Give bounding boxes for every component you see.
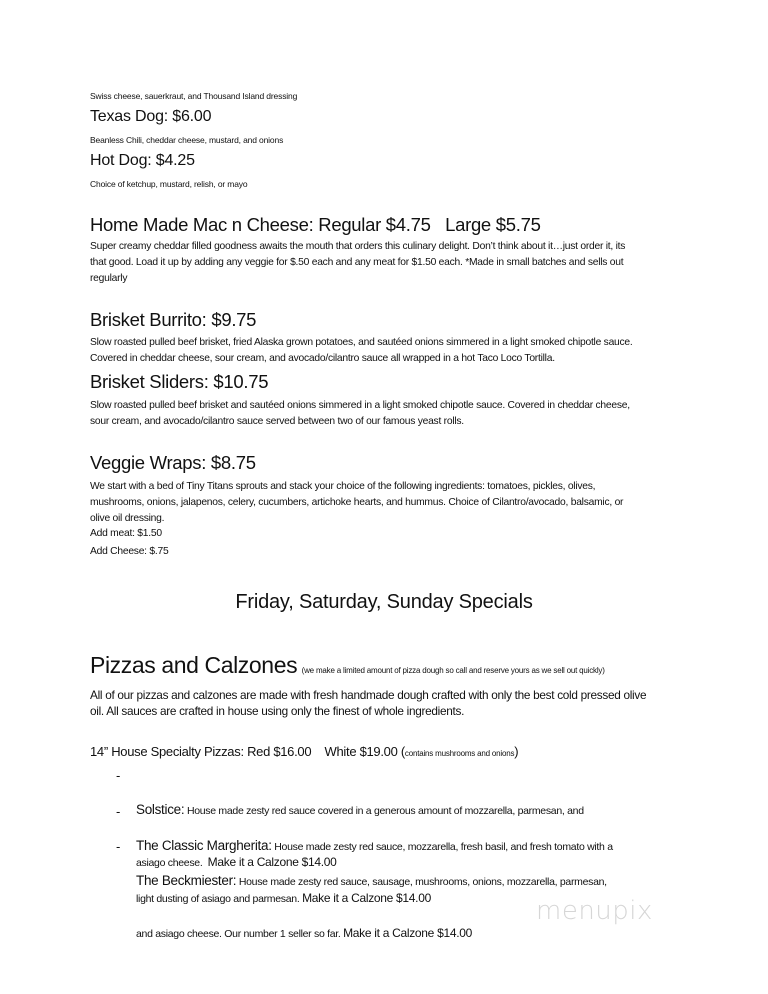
veggie-wraps-title: Veggie Wraps: $8.75 bbox=[90, 452, 256, 473]
desc-line: mushrooms, onions, jalapenos, celery, cucumbers, artichoke hearts, and hummus. Choice of Cilantro/avocado, balsamic, or bbox=[90, 497, 624, 508]
menupix-watermark: menupix bbox=[536, 896, 653, 926]
calzone-price: Make it a Calzone $14.00 bbox=[302, 891, 431, 905]
desc-line: Covered in cheddar cheese, sour cream, and avocado/cilantro sauce all wrapped in a hot Taco Loco Tortilla. bbox=[90, 353, 555, 364]
desc-line: regularly bbox=[90, 273, 128, 284]
pizzas-heading bbox=[90, 652, 605, 679]
add-cheese: Add Cheese: $.75 bbox=[90, 546, 169, 557]
pizza-desc: asiago cheese. bbox=[136, 857, 208, 869]
desc-line: that good. Load it up by adding any veggie for $.50 each and any meat for $1.50 each. *Made in small batches and sells out bbox=[90, 257, 624, 268]
calzone-price: Make it a Calzone $14.00 bbox=[207, 855, 337, 869]
pizza-desc: House made zesty red sauce, mozzarella, fresh basil, and fresh tomato with a bbox=[271, 841, 613, 853]
desc-line: Super creamy cheddar filled goodness awaits the mouth that orders this culinary delight. Don’t think about it…just order it, its bbox=[90, 241, 626, 252]
pizzas-title: Pizzas and Calzones bbox=[90, 652, 298, 678]
desc-line: Slow roasted pulled beef brisket and sautéed onions simmered in a light smoked chipotle sauce. Covered in cheddar cheese, bbox=[90, 400, 630, 411]
calzone-price: Make it a Calzone $14.00 bbox=[343, 926, 472, 940]
texas-dog-description: Beanless Chili, cheddar cheese, mustard, and onions bbox=[90, 135, 284, 145]
bullet-dash: - bbox=[116, 839, 121, 854]
desc-line: We start with a bed of Tiny Titans sprouts and stack your choice of the following ingredients: tomatoes, pickles, olives, bbox=[90, 481, 596, 492]
bullet-dash: - bbox=[116, 804, 121, 819]
hot-dog-title: Hot Dog: $4.25 bbox=[90, 152, 195, 169]
mac-cheese-title: Home Made Mac n Cheese: Regular $4.75 Large $5.75 bbox=[90, 214, 541, 235]
specialty-prices: 14” House Specialty Pizzas: Red $16.00 White $19.00 ( bbox=[90, 744, 405, 759]
veggie-wraps-description bbox=[90, 479, 623, 527]
brisket-burrito-description bbox=[90, 335, 633, 367]
desc-line: sour cream, and avocado/cilantro sauce served between two of our famous yeast rolls. bbox=[90, 416, 464, 427]
specialty-pizzas-line bbox=[90, 744, 518, 759]
texas-dog-title: Texas Dog: $6.00 bbox=[90, 108, 212, 125]
pizza-desc: and asiago cheese. Our number 1 seller so far. bbox=[136, 928, 344, 940]
mac-cheese-description bbox=[90, 239, 625, 287]
reuben-description: Swiss cheese, sauerkraut, and Thousand Island dressing bbox=[90, 91, 298, 101]
brisket-sliders-title: Brisket Sliders: $10.75 bbox=[90, 371, 269, 392]
brisket-sliders-description bbox=[90, 398, 630, 430]
pizza-desc: light dusting of asiago and parmesan. bbox=[136, 893, 303, 905]
pizza-name: Solstice: bbox=[136, 802, 185, 817]
hot-dog-description: Choice of ketchup, mustard, relish, or mayo bbox=[90, 179, 248, 189]
pizzas-description bbox=[90, 687, 646, 719]
desc-line: olive oil dressing. bbox=[90, 513, 165, 524]
pizza-name: The Beckmiester: bbox=[136, 873, 237, 888]
specialty-note: contains mushrooms and onions bbox=[404, 749, 515, 758]
brisket-burrito-title: Brisket Burrito: $9.75 bbox=[90, 309, 257, 330]
specials-heading: Friday, Saturday, Sunday Specials bbox=[235, 591, 533, 613]
specialty-close: ) bbox=[514, 744, 519, 759]
pizza-name: The Classic Margherita: bbox=[136, 838, 272, 853]
desc-line: All of our pizzas and calzones are made with fresh handmade dough crafted with only the best cold pressed olive bbox=[90, 688, 647, 702]
bullet-dash: - bbox=[116, 768, 121, 783]
desc-line: Slow roasted pulled beef brisket, fried Alaska grown potatoes, and sautéed onions simmered in a light smoked chipotle sauce. bbox=[90, 337, 633, 348]
pizza-desc: House made zesty red sauce covered in a generous amount of mozzarella, parmesan, and bbox=[184, 805, 584, 817]
pizzas-note: (we make a limited amount of pizza dough so call and reserve yours as we sell out quickly) bbox=[301, 666, 605, 675]
desc-line: oil. All sauces are crafted in house using only the finest of whole ingredients. bbox=[90, 704, 465, 718]
add-meat: Add meat: $1.50 bbox=[90, 528, 162, 539]
pizza-desc: House made zesty red sauce, sausage, mushrooms, onions, mozzarella, parmesan, bbox=[236, 876, 607, 888]
